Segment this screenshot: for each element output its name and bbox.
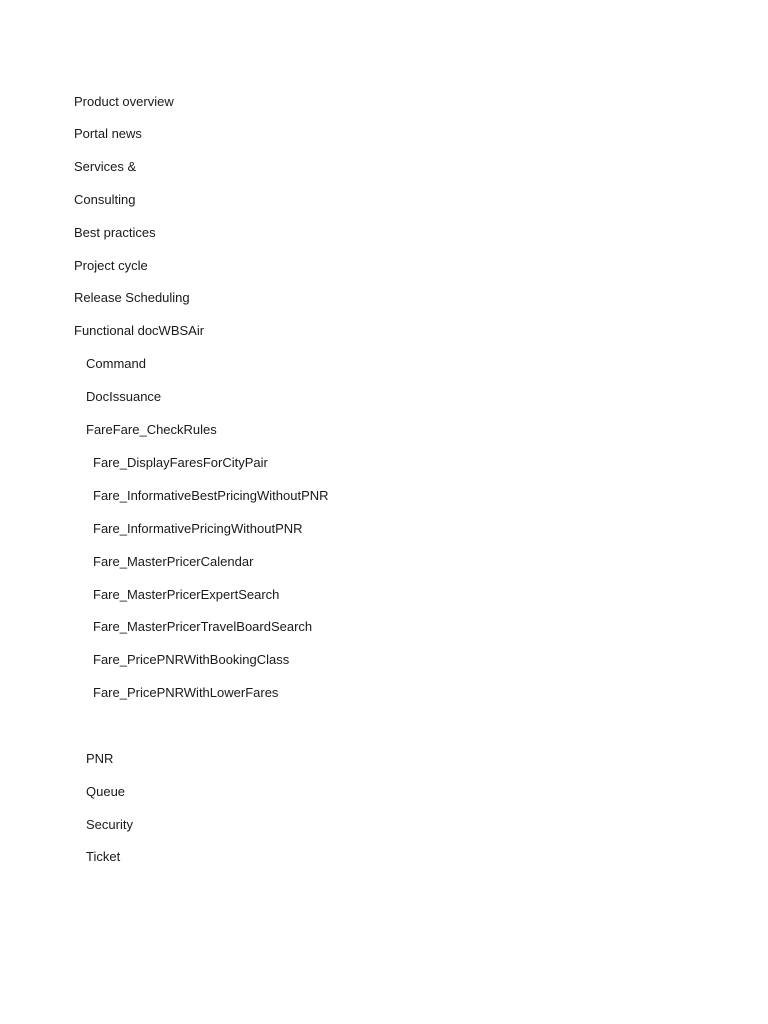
nav-link-product-overview[interactable]: Product overview bbox=[74, 94, 174, 109]
nav-link-fare-item[interactable]: Fare_MasterPricerCalendar bbox=[93, 554, 254, 569]
nav-link-fare-item[interactable]: Fare_InformativePricingWithoutPNR bbox=[93, 521, 303, 536]
nav-link-command[interactable]: Command bbox=[86, 356, 146, 371]
nav-link-portal-news[interactable]: Portal news bbox=[74, 126, 142, 141]
nav-link-functional-doc[interactable]: Functional docWBSAir bbox=[74, 323, 205, 338]
nav-link-fare-item[interactable]: Fare_MasterPricerExpertSearch bbox=[93, 587, 280, 602]
nav-link-fare-item[interactable]: Fare_InformativeBestPricingWithoutPNR bbox=[93, 488, 329, 503]
nav-link-project-cycle[interactable]: Project cycle bbox=[74, 258, 148, 273]
nav-link-fare[interactable]: FareFare_CheckRules bbox=[86, 422, 217, 437]
nav-link-consulting[interactable]: Consulting bbox=[74, 192, 136, 207]
nav-link-pnr[interactable]: PNR bbox=[86, 751, 114, 766]
nav-link-best-practices[interactable]: Best practices bbox=[74, 225, 156, 240]
nav-link-fare-item[interactable]: Fare_DisplayFaresForCityPair bbox=[93, 455, 268, 470]
nav-link-doc-issuance[interactable]: DocIssuance bbox=[86, 389, 162, 404]
nav-link-fare-item[interactable]: Fare_PricePNRWithBookingClass bbox=[93, 652, 290, 667]
nav-link-services[interactable]: Services & bbox=[74, 159, 137, 174]
nav-link-fare-item[interactable]: Fare_MasterPricerTravelBoardSearch bbox=[93, 619, 313, 634]
nav-link-queue[interactable]: Queue bbox=[86, 784, 126, 799]
nav-link-fare-item[interactable]: Fare_PricePNRWithLowerFares bbox=[93, 685, 279, 700]
nav-link-security[interactable]: Security bbox=[86, 817, 133, 832]
nav-link-release-scheduling[interactable]: Release Scheduling bbox=[74, 290, 190, 305]
nav-link-ticket[interactable]: Ticket bbox=[86, 849, 121, 864]
